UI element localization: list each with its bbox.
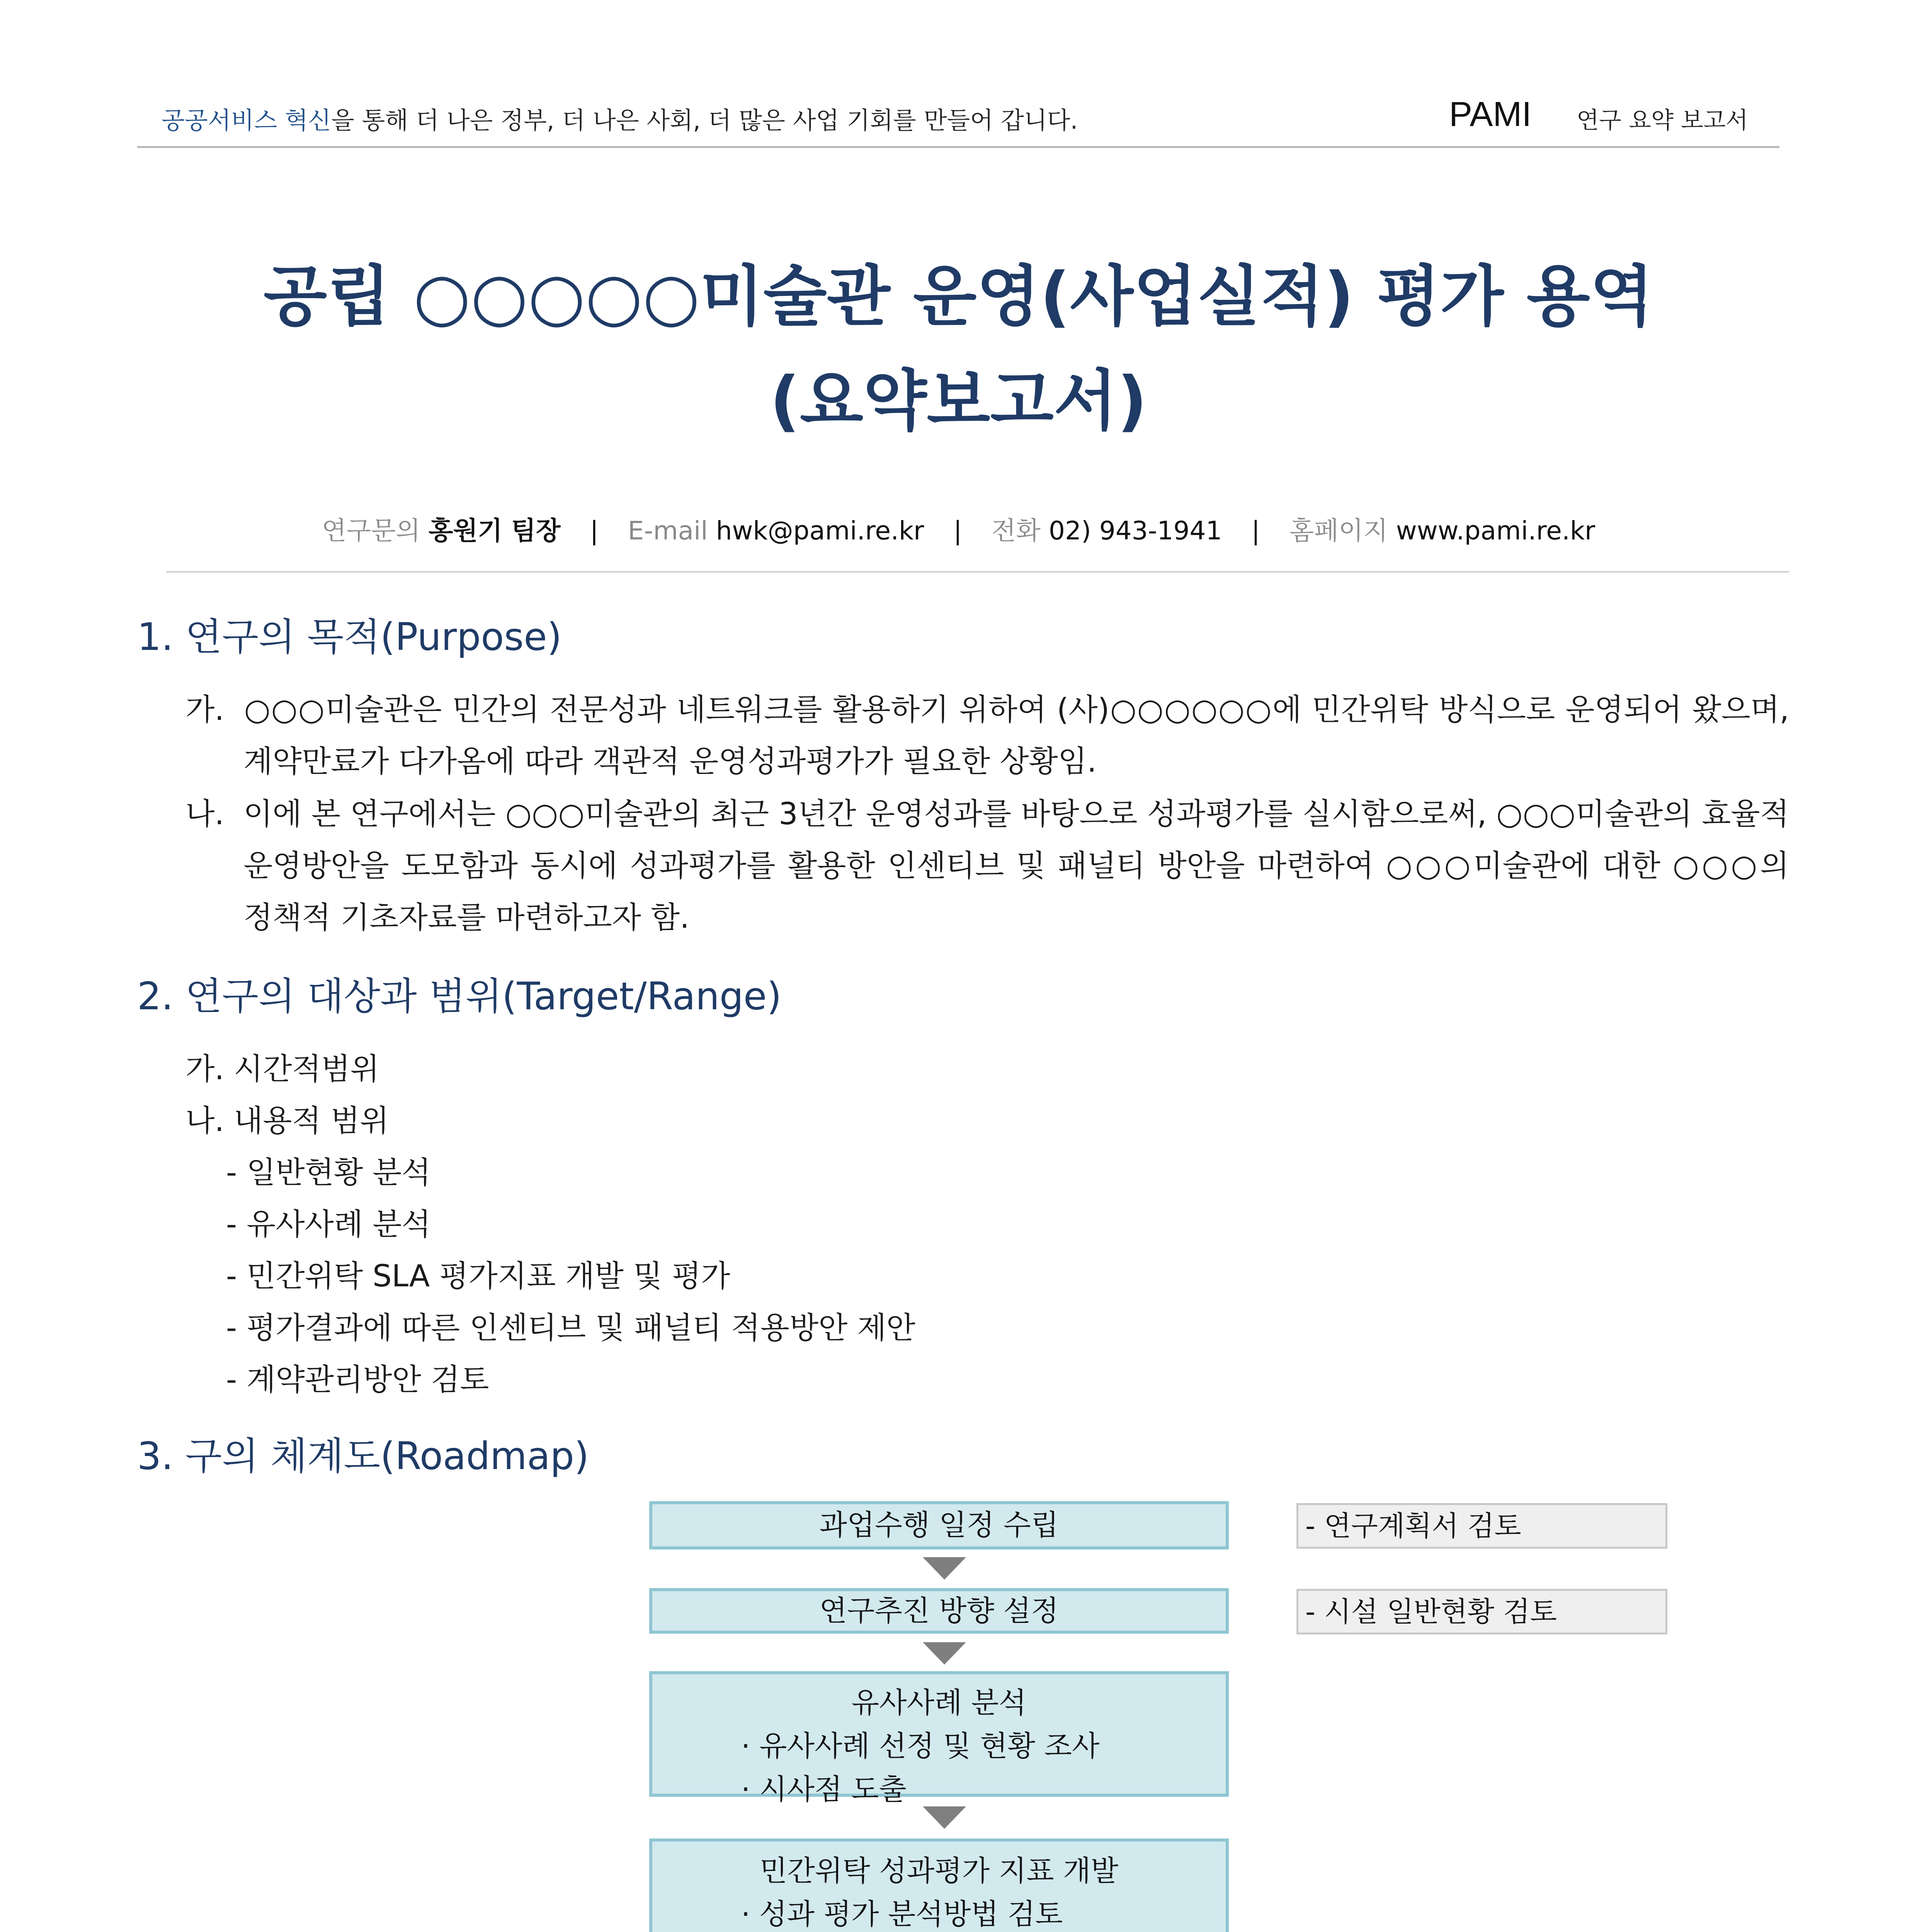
contact-homepage[interactable]: www.pami.re.kr	[1396, 516, 1596, 546]
contact-divider	[166, 571, 1789, 573]
roadmap-box-sub: · 시사점 도출	[741, 1773, 907, 1806]
roadmap-box-title: 연구추진 방향 설정	[819, 1594, 1059, 1628]
roadmap-arrow	[923, 1806, 966, 1829]
page-title: 공립 ○○○○○미술관 운영(사업실적) 평가 용역	[263, 259, 1654, 335]
paragraph-line: 운영방안을 도모함과 동시에 성과평가를 활용한 인센티브 및 패널티 방안을 마련하여 ○○○미술관에 대한 ○○○의	[243, 849, 1789, 883]
contact-separator: |	[953, 516, 962, 546]
paragraph-line	[185, 684, 1789, 736]
section-2-item-ga: 가. 시간적범위	[185, 1052, 379, 1087]
roadmap-box-case-analysis	[649, 1671, 1229, 1806]
section-3-heading: 3. 구의 체계도(Roadmap)	[137, 1434, 589, 1478]
header-slogan-highlight: 공공서비스 혁신	[162, 106, 331, 134]
roadmap-arrow	[923, 1642, 966, 1665]
list-item: - 유사사례 분석	[226, 1207, 431, 1242]
roadmap-side-note: - 연구계획서 검토	[1296, 1503, 1667, 1549]
item-marker: 나.	[185, 797, 225, 832]
roadmap-box-direction	[649, 1588, 1229, 1634]
roadmap-box-sub: · 성과 평가 분석방법 검토	[741, 1898, 1063, 1931]
header-slogan	[162, 101, 1078, 136]
section-1-item-na	[185, 788, 1789, 944]
header-brand: PAMI	[1449, 95, 1532, 134]
contact-inquiry-label: 연구문의	[321, 516, 420, 546]
contact-phone-label: 전화	[991, 516, 1041, 546]
paragraph-line	[185, 788, 1789, 840]
roadmap-side-note: - 시설 일반현황 검토	[1296, 1589, 1667, 1634]
section-2-item-na: 나. 내용적 범위	[185, 1104, 389, 1138]
roadmap-box-indicator	[649, 1838, 1229, 1932]
section-1-item-ga	[185, 684, 1789, 787]
list-item: - 민간위탁 SLA 평가지표 개발 및 평가	[226, 1259, 730, 1294]
list-item: - 평가결과에 따른 인센티브 및 패널티 적용방안 제안	[226, 1311, 916, 1345]
paragraph-text: ○○○미술관은 민간의 전문성과 네트워크를 활용하기 위하여 (사)○○○○○○에 민간위탁 방식으로 운영되어 왔으며,	[243, 692, 1789, 727]
contact-separator: |	[1251, 516, 1260, 546]
contact-line	[0, 510, 1917, 547]
section-2-sub-list	[226, 1147, 915, 1406]
roadmap-box-schedule	[649, 1501, 1229, 1549]
contact-separator: |	[590, 516, 599, 546]
page-subtitle: (요약보고서)	[770, 363, 1147, 439]
header-doc-type: 연구 요약 보고서	[1577, 107, 1748, 134]
contact-inquiry-value: 홍원기 팀장	[428, 516, 561, 546]
paragraph-line: 계약만료가 다가옴에 따라 객관적 운영성과평가가 필요한 상황임.	[243, 744, 1097, 779]
roadmap-box-title: 민간위탁 성과평가 지표 개발	[759, 1854, 1119, 1888]
roadmap-box-sub: · 유사사례 선정 및 현황 조사	[741, 1730, 1100, 1763]
roadmap-box-title: 유사사례 분석	[851, 1686, 1027, 1719]
contact-homepage-label: 홈페이지	[1289, 516, 1388, 546]
section-2-heading: 2. 연구의 대상과 범위(Target/Range)	[137, 975, 782, 1019]
roadmap-arrow	[923, 1557, 966, 1580]
section-1-heading: 1. 연구의 목적(Purpose)	[137, 615, 562, 659]
paragraph-line: 정책적 기초자료를 마련하고자 함.	[243, 900, 690, 935]
paragraph-text: 이에 본 연구에서는 ○○○미술관의 최근 3년간 운영성과를 바탕으로 성과평가를 실시함으로써, ○○○미술관의 효율적	[243, 797, 1789, 832]
item-marker: 가.	[185, 692, 225, 727]
header-divider	[137, 146, 1779, 148]
contact-phone: 02) 943-1941	[1049, 516, 1222, 546]
header-slogan-rest: 을 통해 더 나은 정부, 더 나은 사회, 더 많은 사업 기회를 만들어 갑니다.	[331, 106, 1078, 134]
contact-email-label: E-mail	[628, 516, 708, 546]
list-item: - 일반현황 분석	[226, 1155, 431, 1190]
list-item: - 계약관리방안 검토	[226, 1362, 489, 1397]
contact-email[interactable]: hwk@pami.re.kr	[716, 516, 924, 546]
roadmap-box-title: 과업수행 일정 수립	[819, 1509, 1059, 1542]
